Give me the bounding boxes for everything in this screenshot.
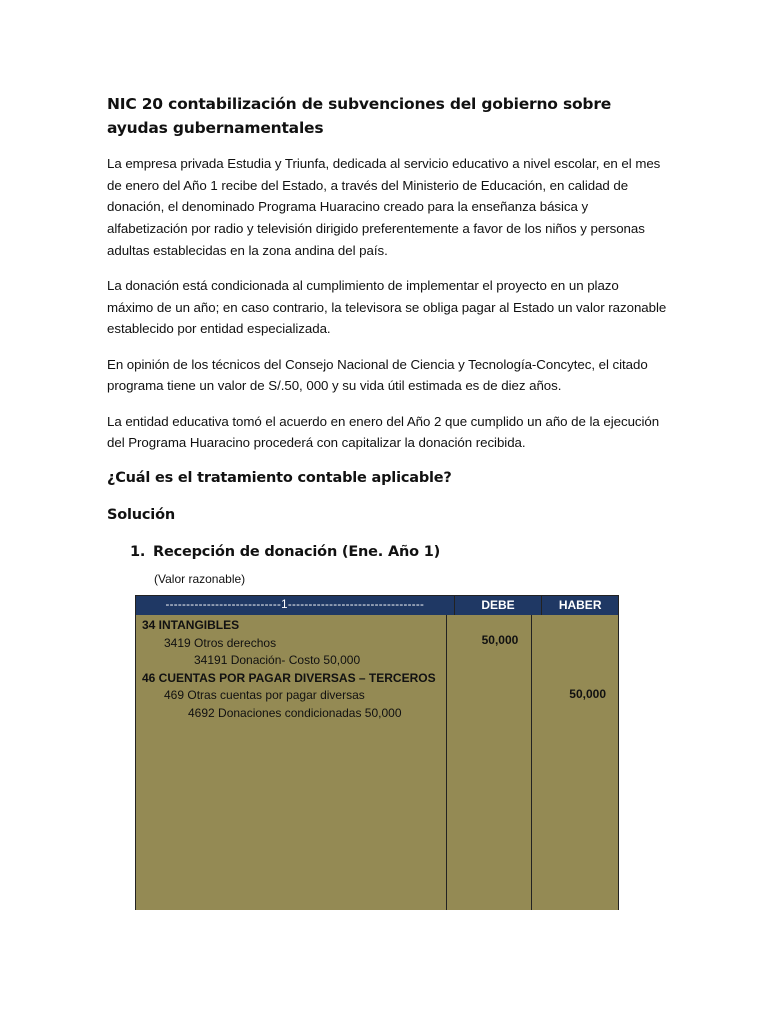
debe-column [447, 615, 533, 910]
account-line: 469 Otras cuentas por pagar diversas [164, 688, 365, 703]
journal-header-row [136, 596, 618, 615]
debe-header: DEBE [455, 596, 543, 615]
account-line: 34 INTANGIBLES [142, 618, 240, 632]
valor-note: (Valor razonable) [154, 572, 246, 587]
haber-header: HABER [558, 598, 602, 612]
question-heading: ¿Cuál es el tratamiento contable aplicable? [107, 470, 452, 487]
paragraph-valuation: En opinión de los técnicos del Consejo Nacional de Ciencia y Tecnología-Concytec, el citado programa tiene un valor de S/.50, 000 y su vida útil estimada es de diez años. [107, 356, 648, 394]
document-title: NIC 20 contabilización de subvenciones del gobierno sobre ayudas gubernamentales [107, 95, 612, 137]
haber-column [532, 615, 618, 910]
account-line: 4692 Donaciones condicionadas 50,000 [188, 705, 402, 720]
document-page [107, 92, 667, 587]
account-column [136, 615, 447, 910]
debe-amount: 50,000 [481, 633, 519, 647]
account-line: 34191 Donación- Costo 50,000 [194, 653, 361, 668]
journal-body [136, 615, 618, 910]
paragraph-condition: La donación está condicionada al cumplimiento de implementar el proyecto en un plazo máximo de un año; en caso contrario, la televisora se obliga pagar al Estado un valor razonable establecido por entidad especializada. [107, 278, 667, 337]
account-line: 46 CUENTAS POR PAGAR DIVERSAS – TERCEROS [142, 670, 436, 685]
entry-number-header: ----------------------------1--------------------------------- [136, 596, 455, 615]
step-number: 1. [130, 544, 146, 561]
account-line: 3419 Otros derechos [164, 635, 277, 650]
journal-entry-table [135, 595, 619, 910]
solution-heading: Solución [107, 507, 175, 524]
step-title: Recepción de donación (Ene. Año 1) [153, 544, 441, 561]
paragraph-agreement: La entidad educativa tomó el acuerdo en enero del Año 2 que cumplido un año de la ejecución del Programa Huaracino procederá con capitalizar la donación recibida. [107, 413, 660, 451]
step-heading [130, 541, 667, 563]
paragraph-intro: La empresa privada Estudia y Triunfa, dedicada al servicio educativo a nivel escolar, en el mes de enero del Año 1 recibe del Estado, a través del Ministerio de Educación, en calidad de donación, el denominado Programa Huaracino creado para la enseñanza básica y alfabetización por radio y televisión dirigido preferentemente a favor de los niños y personas adultas establecidas en la zona andina del país. [107, 156, 661, 258]
haber-amount: 50,000 [569, 687, 606, 701]
